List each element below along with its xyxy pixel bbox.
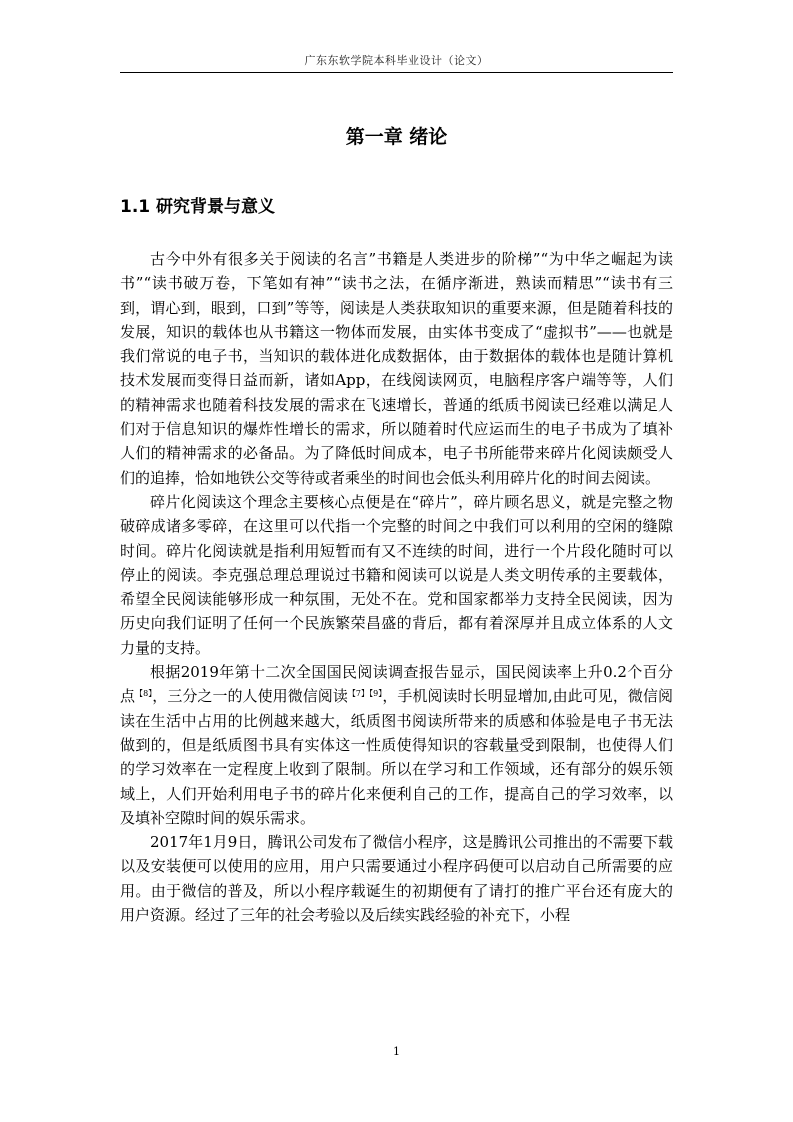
page-number: 1 bbox=[393, 1045, 400, 1058]
section-title: 1.1 研究背景与意义 bbox=[120, 197, 276, 217]
paragraph bbox=[120, 247, 673, 490]
paragraph bbox=[120, 660, 673, 830]
paragraph bbox=[120, 830, 673, 927]
paragraph bbox=[120, 490, 673, 660]
citation-ref[interactable]: 【8】 bbox=[135, 689, 153, 699]
citation-ref[interactable]: 【7】【9】 bbox=[347, 689, 383, 699]
paragraph-text: ，三分之一的人使用微信阅读 bbox=[152, 687, 348, 706]
paragraph-text: 根据2019年第十二次全国国民阅读调查报告显示，国民阅读率上升0.2个百分点 bbox=[120, 663, 673, 706]
paragraph-text: ，手机阅读时长明显增加,由此可见，微信阅读在生活中占用的比例越来越大，纸质图书阅读所带来的质感和体验是电子书无法做到的，但是纸质图书具有实体这一性质使得知识的容载量受到限制，也使得人们的学习效率在一定程度上收到了限制。所以在学习和工作领域，还有部分的娱乐领域上，人们开始利用电子书的碎片化来便利自己的工作，提高自己的学习效率，以及填补空隙时间的娱乐需求。 bbox=[120, 687, 673, 827]
paragraph-text: 碎片化阅读这个理念主要核心点便是在“碎片”，碎片顾名思义，就是完整之物破碎成诸多零碎，在这里可以代指一个完整的时间之中我们可以利用的空闲的缝隙时间。碎片化阅读就是指利用短暂而有又不连续的时间，进行一个片段化随时可以停止的阅读。李克强总理总理说过书籍和阅读可以说是人类文明传承的主要载体，希望全民阅读能够形成一种氛围，无处不在。党和国家都举力支持全民阅读，因为历史向我们证明了任何一个民族繁荣昌盛的背后，都有着深厚并且成立体系的人文力量的支持。 bbox=[120, 492, 673, 657]
chapter-title: 第一章 绪论 bbox=[345, 126, 448, 148]
page-header: 广东东软学院本科毕业设计（论文） bbox=[304, 54, 489, 67]
paragraph-text: 2017年1月9日，腾讯公司发布了微信小程序，这是腾讯公司推出的不需要下载以及安装便可以使用的应用，用户只需要通过小程序码便可以启动自己所需要的应用。由于微信的普及，所以小程序载诞生的初期便有了请打的推广平台还有庞大的用户资源。经过了三年的社会考验以及后续实践经验的补充下，小程 bbox=[120, 833, 673, 925]
paragraph-text: 古今中外有很多关于阅读的名言”书籍是人类进步的阶梯”“为中华之崛起为读书”“读书破万卷，下笔如有神”“读书之法，在循序渐进，熟读而精思”“读书有三到，谓心到，眼到，口到”等等，阅读是人类获取知识的重要来源，但是随着科技的发展，知识的载体也从书籍这一物体而发展，由实体书变成了“虚拟书”——也就是我们常说的电子书，当知识的载体进化成数据体，由于数据体的载体也是随计算机技术发展而变得日益而新，诸如App，在线阅读网页，电脑程序客户端等等，人们的精神需求也随着科技发展的需求在飞速增长，普通的纸质书阅读已经难以满足人们对于信息知识的爆炸性增长的需求，所以随着时代应运而生的电子书成为了填补人们的精神需求的必备品。为了降低时间成本，电子书所能带来碎片化阅读颇受人们的追捧，恰如地铁公交等待或者乘坐的时间也会低头利用碎片化的时间去阅读。 bbox=[120, 250, 673, 487]
body-text bbox=[120, 247, 673, 927]
header-rule bbox=[120, 72, 673, 73]
